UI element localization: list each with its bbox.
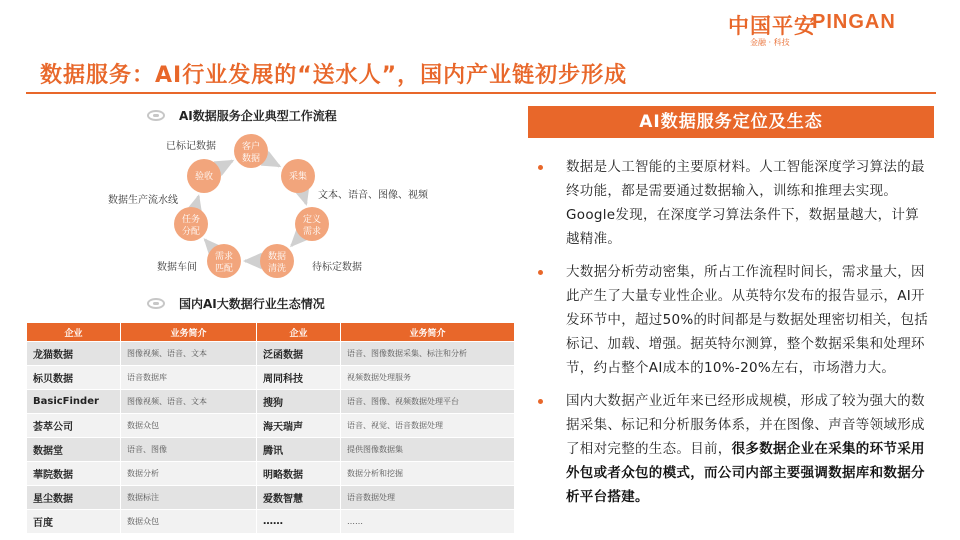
flow-node-label: 数据	[241, 154, 261, 164]
company-cell: 标贝数据	[27, 366, 121, 390]
panel-bullets	[532, 155, 932, 518]
flow-arrow	[269, 160, 280, 166]
table-header-row	[27, 323, 515, 342]
flow-node-label: 采集	[288, 172, 308, 182]
ecosystem-table	[26, 322, 515, 534]
company-cell: 腾讯	[257, 438, 341, 462]
label-data-workshop: 数据车间	[157, 262, 197, 273]
bullet-text: 国内大数据产业近年来已经形成规模，形成了较为强大的数据采集、标记和分析服务体系，并在图像、声音等领域形成了相对完整的生态。目前，	[566, 393, 925, 457]
workflow-nodes	[174, 134, 329, 278]
eco-section-label: 国内AI大数据行业生态情况	[179, 297, 325, 311]
flow-node-check	[187, 159, 221, 193]
flow-arrow	[291, 239, 298, 246]
company-cell: 龙猫数据	[27, 342, 121, 366]
table-row	[27, 510, 515, 534]
business-cell: 语音数据库	[121, 366, 257, 390]
business-cell: 视频数据处理服务	[341, 366, 515, 390]
company-cell: 星尘数据	[27, 486, 121, 510]
bullet-dot-icon	[538, 399, 543, 404]
title-divider	[26, 92, 936, 94]
bullet-text: 大数据分析劳动密集，所占工作流程时间长，需求量大，因此产生了大量专业性企业。从英特尔发布的报告显示，AI开发环节中，超过50%的时间都是与数据处理密切相关，包括标记、加载、增强。据英特尔测算，整个数据采集和处理环节，约占整个AI成本的10%-20%左右，市场潜力大。	[566, 264, 929, 376]
flow-arrow	[205, 240, 211, 246]
company-cell: ……	[257, 510, 341, 534]
workflow-diagram	[0, 120, 520, 295]
bullet-dot-icon	[538, 165, 543, 170]
panel-title: AI数据服务定位及生态	[528, 106, 934, 138]
business-cell: 数据分析和挖掘	[341, 462, 515, 486]
business-cell: 语音、视觉、语音数据处理	[341, 414, 515, 438]
bullet-paragraph	[532, 260, 932, 380]
company-cell: 周同科技	[257, 366, 341, 390]
flow-node-label: 客户	[241, 142, 261, 152]
company-cell: 荟萃公司	[27, 414, 121, 438]
business-cell: 图像视频、语音、文本	[121, 342, 257, 366]
flow-section-label: AI数据服务企业典型工作流程	[179, 109, 337, 123]
business-cell: 数据标注	[121, 486, 257, 510]
flow-node-label: 分配	[181, 227, 201, 237]
header-business: 业务简介	[341, 323, 515, 342]
bullet-text: 数据是人工智能的主要原材料。人工智能深度学习算法的最终功能，都是需要通过数据输入，训练和推理去实现。Google发现，在深度学习算法条件下，数据量越大，计算越精准。	[566, 159, 925, 247]
business-cell: 语音、图像数据采集、标注和分析	[341, 342, 515, 366]
label-labeled-data: 已标记数据	[166, 141, 216, 152]
business-cell: 数据众包	[121, 414, 257, 438]
business-cell: 提供图像数据集	[341, 438, 515, 462]
page-title: 数据服务：AI行业发展的“送水人”，国内产业链初步形成	[40, 63, 628, 88]
flow-node-define	[295, 207, 329, 241]
company-cell: 明略数据	[257, 462, 341, 486]
table-row	[27, 438, 515, 462]
business-cell: 语音、图像	[121, 438, 257, 462]
company-cell: 数据堂	[27, 438, 121, 462]
flow-node-customer	[234, 134, 268, 168]
flow-arrow	[304, 195, 307, 204]
flow-node-collect	[281, 159, 315, 193]
bullet-paragraph	[532, 155, 932, 251]
bullet-paragraph	[532, 389, 932, 509]
table-row	[27, 342, 515, 366]
flow-node-label: 清洗	[267, 264, 287, 274]
flow-node-label: 定义	[302, 215, 322, 225]
eco-section-title	[147, 295, 325, 312]
logo-cn-text: 中国平安	[728, 14, 816, 38]
logo-subtitle: 金融 · 科技	[750, 38, 790, 47]
flow-node-label: 任务	[181, 215, 201, 225]
flow-node-label: 匹配	[214, 264, 234, 274]
pingan-logo	[728, 10, 918, 50]
flow-arrow	[222, 161, 233, 167]
table-row	[27, 462, 515, 486]
table-row	[27, 486, 515, 510]
table-row	[27, 414, 515, 438]
flow-node-label: 需求	[214, 252, 234, 262]
business-cell: ……	[341, 510, 515, 534]
flow-node-assign	[174, 207, 208, 241]
label-media-types: 文本、语音、图像、视频	[318, 190, 428, 201]
company-cell: 華院数据	[27, 462, 121, 486]
table-row	[27, 390, 515, 414]
business-cell: 语音数据处理	[341, 486, 515, 510]
table-row	[27, 366, 515, 390]
section-bullet-icon	[147, 298, 165, 309]
company-cell: BasicFinder	[27, 390, 121, 414]
logo-en-text: PINGAN	[812, 11, 896, 33]
company-cell: 海天瑞声	[257, 414, 341, 438]
flow-node-label: 需求	[302, 227, 322, 237]
company-cell: 爱数智慧	[257, 486, 341, 510]
company-cell: 搜狗	[257, 390, 341, 414]
header-business: 业务简介	[121, 323, 257, 342]
flow-node-match	[207, 244, 241, 278]
flow-node-label: 验收	[194, 172, 214, 182]
company-cell: 泛函数据	[257, 342, 341, 366]
bullet-dot-icon	[538, 270, 543, 275]
business-cell: 语音、图像、视频数据处理平台	[341, 390, 515, 414]
company-cell: 百度	[27, 510, 121, 534]
flow-arrow	[196, 196, 198, 204]
business-cell: 图像视频、语音、文本	[121, 390, 257, 414]
business-cell: 数据众包	[121, 510, 257, 534]
bullet-bold-text: 很多数据企业在采集的环节采用外包或者众包的模式，而公司内部主要强调数据库和数据分析平台搭建。	[566, 441, 925, 505]
flow-node-label: 数据	[267, 252, 287, 262]
business-cell: 数据分析	[121, 462, 257, 486]
header-company: 企业	[257, 323, 341, 342]
header-company: 企业	[27, 323, 121, 342]
label-pipeline: 数据生产流水线	[108, 195, 178, 206]
flow-node-clean	[260, 244, 294, 278]
label-pending-data: 待标定数据	[312, 262, 362, 273]
